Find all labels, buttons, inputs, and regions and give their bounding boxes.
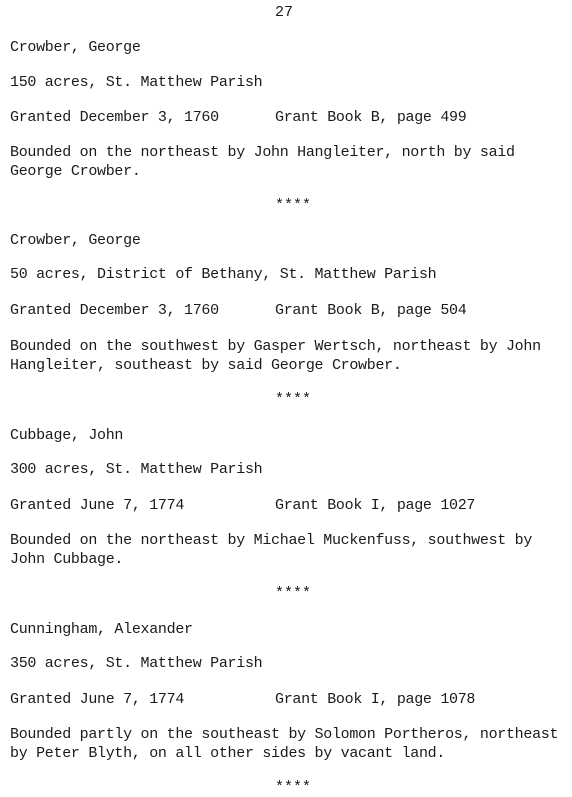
entry-4-granted: Granted June 7, 1774 <box>10 691 185 708</box>
entry-4-bounds-line-2: by Peter Blyth, on all other sides by vacant land. <box>10 745 446 762</box>
separator-3: **** <box>275 585 312 602</box>
page-number: 27 <box>275 4 294 21</box>
entry-2-grant-book: Grant Book B, page 504 <box>275 302 467 319</box>
entry-4-name: Cunningham, Alexander <box>10 621 193 638</box>
entry-2-name: Crowber, George <box>10 232 141 249</box>
separator-4: **** <box>275 779 312 796</box>
entry-3-grant-book: Grant Book I, page 1027 <box>275 497 476 514</box>
entry-1-bounds-line-1: Bounded on the northeast by John Hangleiter, north by said <box>10 144 515 161</box>
entry-2-granted: Granted December 3, 1760 <box>10 302 219 319</box>
entry-1-grant-book: Grant Book B, page 499 <box>275 109 467 126</box>
entry-3-bounds-line-2: John Cubbage. <box>10 551 124 568</box>
entry-2-acreage: 50 acres, District of Bethany, St. Matthew Parish <box>10 266 437 283</box>
entry-3-granted: Granted June 7, 1774 <box>10 497 185 514</box>
entry-2-bounds-line-1: Bounded on the southwest by Gasper Wertsch, northeast by John <box>10 338 541 355</box>
entry-3-name: Cubbage, John <box>10 427 124 444</box>
entry-4-bounds-line-1: Bounded partly on the southeast by Solomon Portheros, northeast <box>10 726 559 743</box>
entry-1-granted: Granted December 3, 1760 <box>10 109 219 126</box>
entry-4-acreage: 350 acres, St. Matthew Parish <box>10 655 263 672</box>
entry-1-name: Crowber, George <box>10 39 141 56</box>
separator-1: **** <box>275 197 312 214</box>
entry-3-bounds-line-1: Bounded on the northeast by Michael Muckenfuss, southwest by <box>10 532 533 549</box>
entry-1-acreage: 150 acres, St. Matthew Parish <box>10 74 263 91</box>
entry-2-bounds-line-2: Hangleiter, southeast by said George Crowber. <box>10 357 402 374</box>
entry-3-acreage: 300 acres, St. Matthew Parish <box>10 461 263 478</box>
separator-2: **** <box>275 391 312 408</box>
entry-4-grant-book: Grant Book I, page 1078 <box>275 691 476 708</box>
entry-1-bounds-line-2: George Crowber. <box>10 163 141 180</box>
